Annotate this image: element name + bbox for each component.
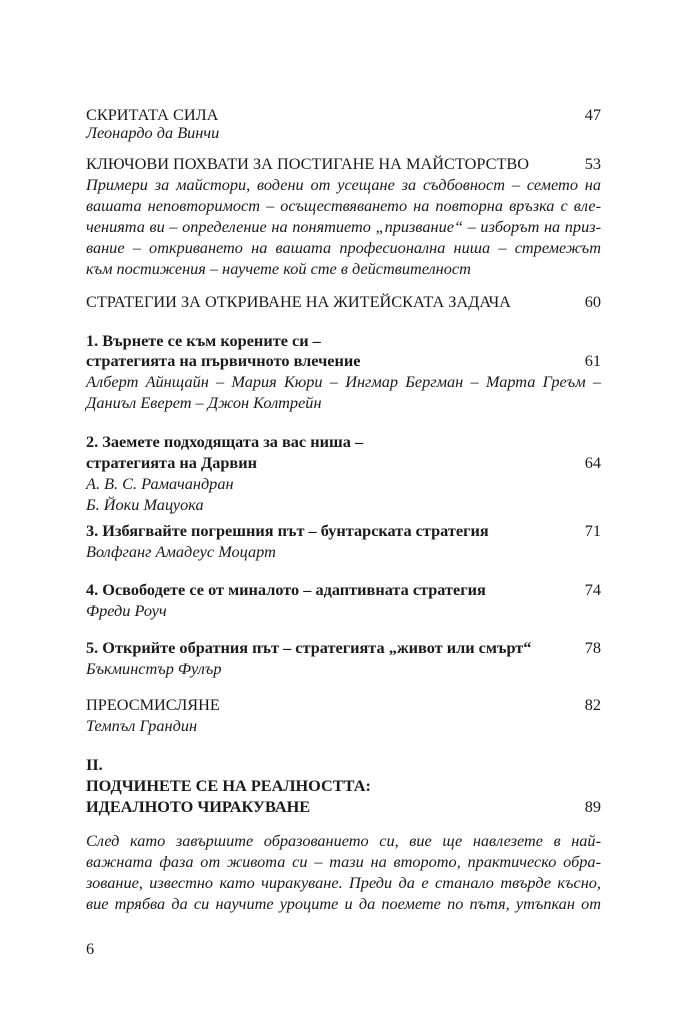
page-ref: 71 [584, 521, 601, 540]
page-ref: 89 [584, 797, 601, 816]
entry-title-text: 3. Избягвайте погрешния път – бунтарската стратегия [86, 521, 489, 540]
toc-entry-description-line: вание – откриването на вашата професионална ниша – стремежът [86, 238, 601, 257]
entry-title-text: СКРИТАТА СИЛА [86, 105, 219, 124]
entry-title-text: ПРЕОСМИСЛЯНЕ [86, 695, 220, 714]
toc-entry-subtitle: Алберт Айнщайн – Мария Кюри – Ингмар Бергман – Марта Греъм – [86, 372, 601, 391]
toc-entry-subtitle: А. В. С. Рамачандран [86, 474, 234, 493]
toc-entry-subtitle: Темпъл Грандин [86, 716, 198, 735]
toc-entry-subtitle: Леонардо да Винчи [86, 123, 220, 142]
entry-title-text: 4. Освободете се от миналото – адаптивната стратегия [86, 580, 486, 599]
intro-paragraph-line: След като завършите образованието си, вие ще навлезете в най- [86, 831, 601, 850]
intro-paragraph-line: важната фаза от живота си – тази на второто, практическо обра- [86, 852, 601, 871]
intro-paragraph-line: вие трябва да си научите уроците и да поемете по пътя, утъпкан от [86, 894, 601, 913]
page-ref: 60 [584, 292, 601, 311]
part-heading: II. [86, 755, 103, 774]
toc-entry-title [86, 637, 601, 658]
toc-entry-title: 2. Заемете подходящата за вас ниша – [86, 432, 364, 451]
part-heading [86, 796, 601, 817]
toc-entry-title [86, 291, 601, 312]
toc-entry-subtitle: Волфганг Амадеус Моцарт [86, 542, 276, 561]
part-heading: ПОДЧИНЕТЕ СЕ НА РЕАЛНОСТТА: [86, 776, 371, 795]
page-ref: 82 [584, 695, 601, 714]
page-ref: 53 [584, 154, 601, 173]
toc-entry-subtitle: Б. Йоки Мацуока [86, 495, 204, 514]
intro-paragraph-line: зование, известно като чиракуване. Преди да е станало твърде късно, [86, 873, 601, 892]
page-ref: 61 [584, 351, 601, 370]
toc-entry-description-line: Примери за майстори, водени от усещане за съдбовност – семето на [86, 175, 601, 194]
toc-entry-title [86, 153, 601, 174]
page-ref: 47 [584, 105, 601, 124]
toc-entry-title: 1. Върнете се към корените си – [86, 331, 321, 350]
toc-entry-subtitle: Бъкминстър Фулър [86, 659, 222, 678]
toc-entry-title [86, 350, 601, 371]
toc-entry-description-line: към постижения – научете кой сте в действителност [86, 259, 471, 278]
page-ref: 78 [584, 638, 601, 657]
toc-entry-title [86, 579, 601, 600]
entry-title-text: 5. Открийте обратния път – стратегията „живот или смърт“ [86, 638, 532, 657]
toc-entry-title [86, 452, 601, 473]
entry-title-text: СТРАТЕГИИ ЗА ОТКРИВАНЕ НА ЖИТЕЙСКАТА ЗАДАЧА [86, 292, 511, 311]
entry-title-text: ИДЕАЛНОТО ЧИРАКУВАНЕ [86, 797, 311, 816]
toc-entry-title [86, 520, 601, 541]
toc-entry-subtitle: Даниъл Еверет – Джон Колтрейн [86, 393, 322, 412]
entry-title-text: КЛЮЧОВИ ПОХВАТИ ЗА ПОСТИГАНЕ НА МАЙСТОРСТВО [86, 154, 530, 173]
page-ref: 74 [584, 580, 601, 599]
toc-entry-description-line: вашата неповторимост – осъществяването на повторна връзка с вле- [86, 196, 601, 215]
entry-title-text: стратегията на първичното влечение [86, 351, 361, 370]
entry-title-text: стратегията на Дарвин [86, 453, 257, 472]
toc-entry-title [86, 694, 601, 715]
page-ref: 64 [584, 453, 601, 472]
toc-entry-subtitle: Фреди Роуч [86, 601, 167, 620]
page-number: 6 [86, 939, 95, 958]
toc-entry-description-line: ченията ви – определение на понятието „призвание“ – изборът на приз- [86, 217, 601, 236]
